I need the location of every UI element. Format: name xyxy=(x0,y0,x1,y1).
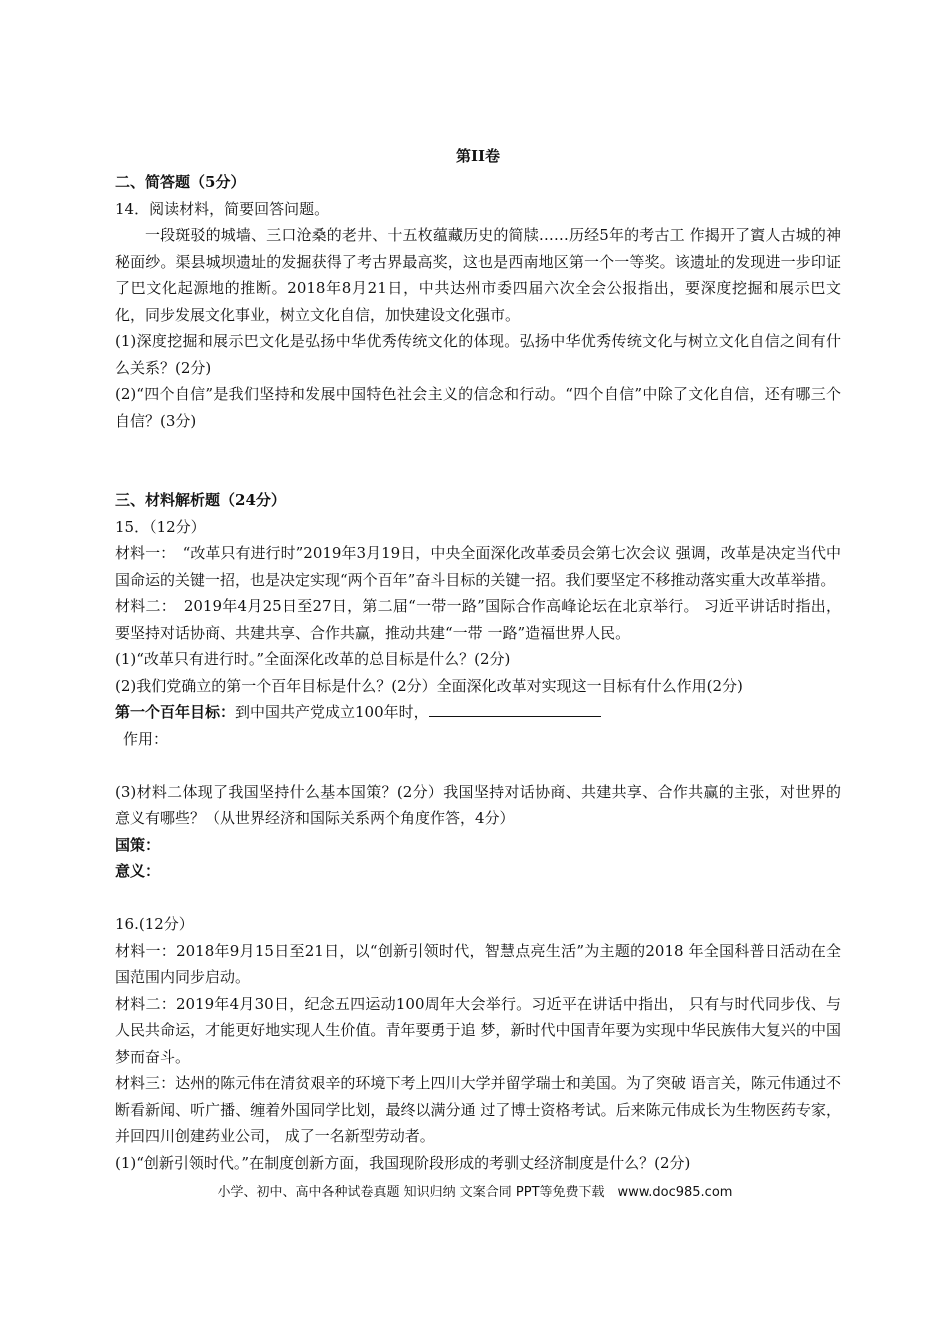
q14-material: 一段斑驳的城墙、三口沧桑的老井、十五枚蕴藏历史的简牍……历经5年的考古工 作揭开了賨人古城的神秘面纱。渠县城坝遗址的发掘获得了考古界最高奖，这也是西南地区第一个一等奖。该遗址的发现进一步印证了巴文化起源地的推断。2018年8月21日，中共达州市委四届六次全会公报指出，要深度挖掘和展示巴文化，同步发展文化事业，树立文化自信，加快建设文化强市。 xyxy=(115,226,841,324)
answer-space xyxy=(115,434,841,487)
section3-heading: 三、材料解析题（24分） xyxy=(115,491,286,509)
q16-material-1: 材料一：2018年9月15日至21日，以“创新引领时代，智慧点亮生活”为主题的2018 年全国科普日活动在全国范围内同步启动。 xyxy=(115,941,841,986)
section2-heading: 二、简答题（5分） xyxy=(115,173,246,191)
q16-material-3: 材料三：达州的陈元伟在清贫艰辛的环境下考上四川大学并留学瑞士和美国。为了突破 语言关，陈元伟通过不断看新闻、听广播、缠着外国同学比划，最终以满分通 过了博士资格考试。后来陈元伟成长为生物医药专家，并回四川创建药业公司， 成了一名新型劳动者。 xyxy=(115,1074,841,1145)
q14-question-1: (1)深度挖掘和展示巴文化是弘扬中华优秀传统文化的体现。弘扬中华优秀传统文化与树立文化自信之间有什么关系？(2分) xyxy=(115,332,841,377)
answer-space xyxy=(115,885,841,912)
q15-question-1: (1)“改革只有进行时。”全面深化改革的总目标是什么？(2分) xyxy=(115,650,511,668)
q15-material-1: 材料一： “改革只有进行时”2019年3月19日，中央全面深化改革委员会第七次会议 强调，改革是决定当代中国命运的关键一招，也是决定实现“两个百年”奋斗目标的关键一招。我们要坚定不移推动落实重大改革举措。 xyxy=(115,544,841,589)
q15-material-2: 材料二： 2019年4月25日至27日，第二届“一带一路”国际合作高峰论坛在北京举行。 习近平讲话时指出，要坚持对话协商、共建共享、合作共赢，推动共建“一带 一路”造福世界人民。 xyxy=(115,597,841,642)
goal-text: 到中国共产党成立100年时， xyxy=(235,703,429,721)
q15-label: 15．（12分） xyxy=(115,517,206,536)
q15-question-2: (2)我们党确立的第一个百年目标是什么？(2分）全面深化改革对实现这一目标有什么作用(2分) xyxy=(115,676,743,695)
q16-question-1: (1)“创新引领时代。”在制度创新方面，我国现阶段形成的考驯丈经济制度是什么？(2分) xyxy=(115,1153,691,1172)
answer-space xyxy=(115,752,841,779)
q15-meaning-label: 意义： xyxy=(115,862,161,880)
q16-material-2: 材料二：2019年4月30日，纪念五四运动100周年大会举行。习近平在讲话中指出， 只有与时代同步伐、与人民共命运，才能更好地实现人生价值。青年要勇于追 梦，新时代中国青年要为实现中华民族伟大复兴的中国梦而奋斗。 xyxy=(115,994,841,1066)
q14-question-2: (2)“四个自信”是我们坚持和发展中国特色社会主义的信念和行动。“四个自信”中除了文化自信，还有哪三个自信？(3分) xyxy=(115,385,841,430)
q15-goal-line xyxy=(115,699,841,726)
goal-label: 第一个百年目标： xyxy=(115,703,236,721)
volume-title: 第II卷 xyxy=(455,147,501,165)
q15-question-3: (3)材料二体现了我国坚持什么基本国策？(2分）我国坚持对话协商、共建共享、合作共赢的主张，对世界的意义有哪些？（从世界经济和国际关系两个角度作答，4分） xyxy=(115,782,841,827)
q16-label: 16.(12分） xyxy=(115,915,194,933)
goal-answer-blank[interactable] xyxy=(429,700,601,717)
document-body xyxy=(115,143,841,1176)
q14-prompt: 14．阅读材料，简要回答问题。 xyxy=(115,199,330,218)
q15-policy-label: 国策： xyxy=(115,835,161,854)
q15-effect-label: 作用： xyxy=(123,729,169,748)
page-footer: 小学、初中、高中各种试卷真题 知识归纳 文案合同 PPT等免费下载 www.doc985.com xyxy=(217,1185,733,1200)
